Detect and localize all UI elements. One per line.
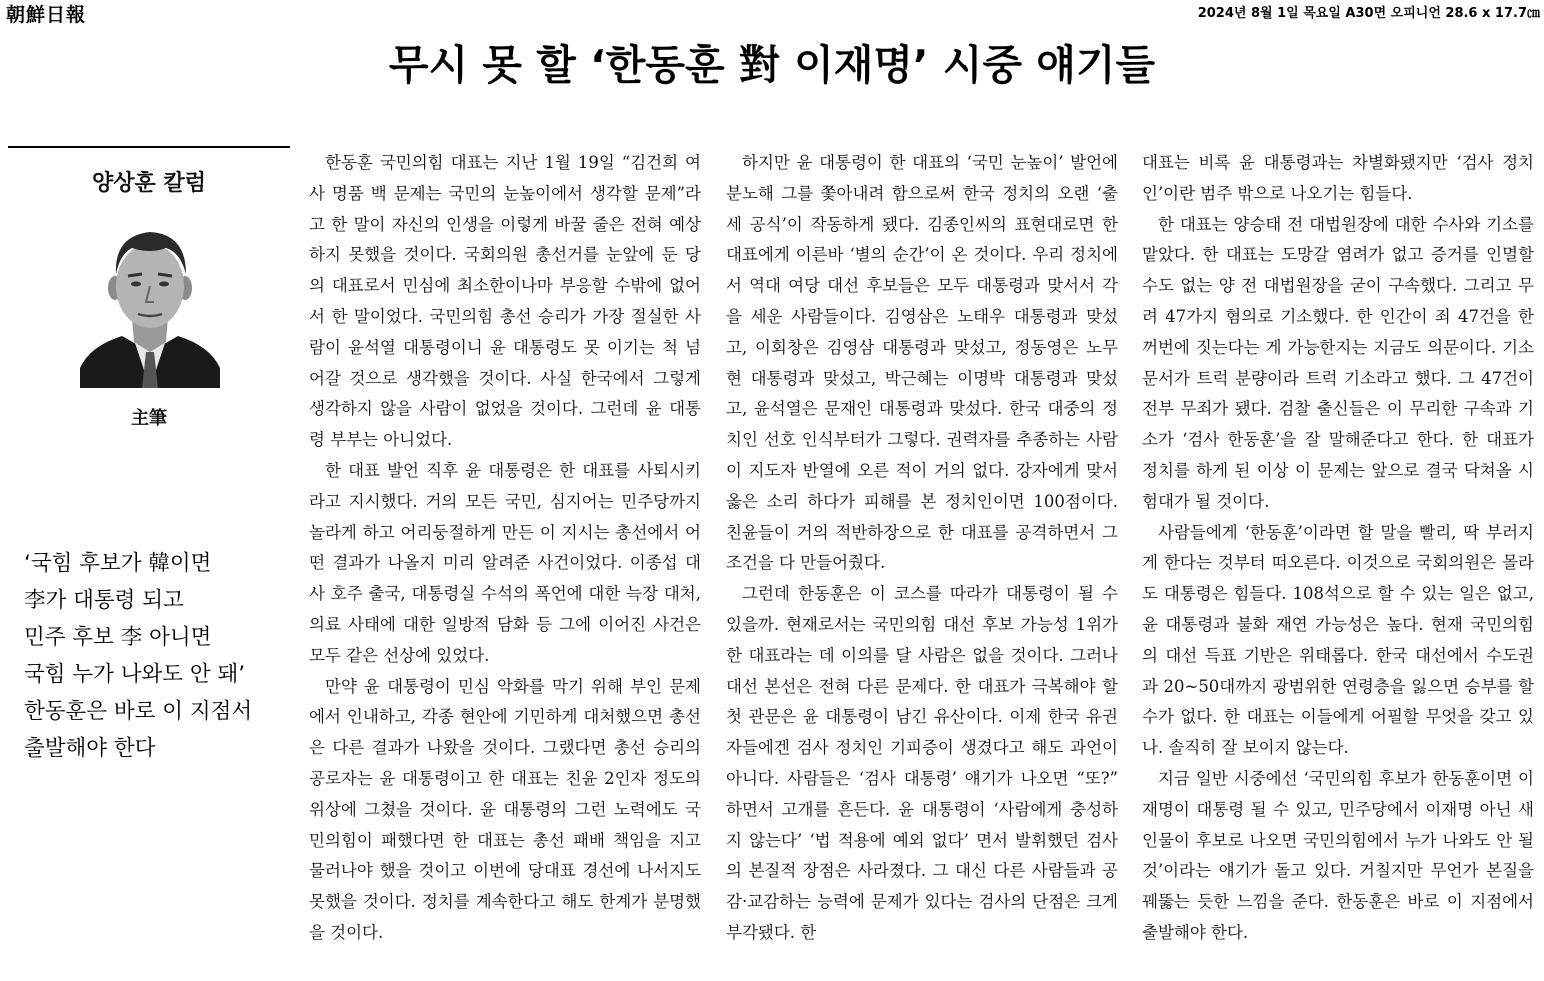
pull-quote-line: 국힘 누가 나와도 안 돼’: [24, 662, 246, 687]
paragraph: 대표는 비록 윤 대통령과는 차별화됐지만 ‘검사 정치인’이란 범주 밖으로 나오기는 힘들다.: [1142, 153, 1534, 203]
article-column-2: [726, 148, 1118, 949]
column-sidebar: [8, 146, 290, 429]
pull-quote-line: 李가 대통령 되고: [24, 588, 184, 613]
headline: 무시 못 할 ‘한동훈 對 이재명’ 시중 얘기들: [388, 41, 1156, 89]
paragraph: 그런데 한동훈은 이 코스를 따라가 대통령이 될 수 있을까. 현재로서는 국민의힘 대선 후보 가능성 1위가 한 대표라는 데 이의를 달 사람은 없을 것이다. 그러나 대선 본선은 전혀 다른 문제다. 한 대표가 극복해야 할 첫 관문은 윤 대통령이 남긴 유산이다. 이제 한국 유권자들에겐 검사 정치인 기피증이 생겼다고 해도 과언이 아니다. 사람들은 ‘검사 대통령’ 얘기가 나오면 “또?” 하면서 고개를 흔든다. 윤 대통령이 ‘사람에게 충성하지 않는다’ ‘법 적용에 예외 없다’ 면서 발휘했던 검사의 본질적 장점은 사라졌다. 그 대신 다른 사람들과 공감·교감하는 능력에 문제가 있다는 검사의 단점은 크게 부각됐다. 한: [726, 584, 1118, 942]
author-portrait: [80, 218, 220, 388]
paragraph: 사람들에게 ‘한동훈’이라면 할 말을 빨리, 딱 부러지게 한다는 것부터 떠오른다. 이것으로 국회의원은 몰라도 대통령은 힘들다. 108석으로 할 수 있는 일은 없고, 윤 대통령과 불화 재연 가능성은 높다. 현재 국민의힘의 대선 득표 기반은 위태롭다. 한국 대선에서 수도권과 20~50대까지 광범위한 연령층을 잃으면 승부를 할 수가 없다. 한 대표는 이들에게 어필할 무엇을 갖고 있나. 솔직히 잘 보이지 않는다.: [1142, 522, 1534, 758]
pull-quote-line: 출발해야 한다: [24, 736, 156, 761]
newspaper-logo: 朝鮮日報: [6, 4, 87, 26]
column-title: 양상훈 칼럼: [92, 171, 206, 196]
paragraph: 지금 일반 시중에선 ‘국민의힘 후보가 한동훈이면 이재명이 대통령 될 수 있고, 민주당에서 이재명 아닌 새 인물이 후보로 나오면 국민의힘에서 누가 나와도 안 될 것’이라는 얘기가 돌고 있다. 거칠지만 무언가 본질을 꿰뚫는 듯한 느낌을 준다. 한동훈은 바로 이 지점에서 출발해야 한다.: [1142, 768, 1534, 942]
paragraph: 한 대표는 양승태 전 대법원장에 대한 수사와 기소를 맡았다. 한 대표는 도망갈 염려가 없고 증거를 인멸할 수도 없는 양 전 대법원장을 굳이 구속했다. 그리고 무려 47가지 혐의로 기소했다. 한 인간이 죄 47건을 한꺼번에 짓는다는 게 가능한지는 지금도 의문이다. 기소 문서가 트럭 분량이라 트럭 기소라고 했다. 그 47건이 전부 무죄가 됐다. 검찰 출신들은 이 무리한 구속과 기소가 ‘검사 한동훈’을 잘 말해준다고 한다. 한 대표가 정치를 하게 된 이상 이 문제는 앞으로 결국 닥쳐올 시험대가 될 것이다.: [1142, 214, 1534, 511]
pull-quote: [24, 545, 286, 767]
paragraph: 한 대표 발언 직후 윤 대통령은 한 대표를 사퇴시키라고 지시했다. 거의 모든 국민, 심지어는 민주당까지 놀라게 하고 어리둥절하게 만든 이 지시는 총선에서 어떤 결과가 나올지 미리 알려준 사건이었다. 이종섭 대사 호주 출국, 대통령실 수석의 폭언에 대한 늑장 대처, 의료 사태에 대한 일방적 담화 등 그에 이어진 사건은 모두 같은 선상에 있었다.: [309, 460, 701, 665]
author-role: 主筆: [131, 408, 167, 429]
paragraph: 만약 윤 대통령이 민심 악화를 막기 위해 부인 문제에서 인내하고, 각종 현안에 기민하게 대처했으면 총선은 다른 결과가 나왔을 것이다. 그랬다면 총선 승리의 공로자는 윤 대통령이고 한 대표는 친윤 2인자 정도의 위상에 그쳤을 것이다. 윤 대통령의 그런 노력에도 국민의힘이 패했다면 한 대표는 총선 패배 책임을 지고 물러나야 했을 것이고 이번에 당대표 경선에 나서지도 못했을 것이다. 정치를 계속한다고 해도 한계가 분명했을 것이다.: [309, 676, 701, 942]
paragraph: 한동훈 국민의힘 대표는 지난 1월 19일 “김건희 여사 명품 백 문제는 국민의 눈높이에서 생각할 문제”라고 한 말이 자신의 인생을 이렇게 바꿀 줄은 전혀 예상하지 못했을 것이다. 국회의원 총선거를 눈앞에 둔 당의 대표로서 민심에 최소한이나마 부응할 수밖에 없어서 한 말이었다. 국민의힘 총선 승리가 가장 절실한 사람이 윤석열 대통령이니 윤 대통령도 못 이기는 척 넘어갈 것으로 생각했을 것이다. 사실 한국에서 그렇게 생각하지 않을 사람이 없었을 것이다. 그런데 윤 대통령 부부는 아니었다.: [309, 153, 701, 450]
pull-quote-line: ‘국힘 후보가 韓이면: [24, 551, 212, 576]
paragraph: 하지만 윤 대통령이 한 대표의 ‘국민 눈높이’ 발언에 분노해 그를 쫓아내려 함으로써 한국 정치의 오랜 ‘출세 공식’이 작동하게 됐다. 김종인씨의 표현대로면 한 대표에게 이른바 ‘별의 순간’이 온 것이다. 우리 정치에서 역대 여당 대선 후보들은 모두 대통령과 맞서서 각을 세운 사람들이다. 김영삼은 노태우 대통령과 맞섰고, 이회창은 김영삼 대통령과 맞섰고, 정동영은 노무현 대통령과 맞섰고, 박근혜는 이명박 대통령과 맞섰고, 윤석열은 문재인 대통령과 맞섰다. 한국 대중의 정치인 선호 인식부터가 그렇다. 권력자를 추종하는 사람이 지도자 반열에 오른 적이 거의 없다. 강자에게 맞서 옳은 소리 하다가 피해를 본 정치인이면 100점이다. 친윤들이 거의 적반하장으로 한 대표를 공격하면서 그 조건을 다 만들어줬다.: [726, 153, 1118, 573]
pull-quote-line: 한동훈은 바로 이 지점서: [24, 699, 253, 724]
article-column-3: [1142, 148, 1534, 949]
sidebar-rule: [8, 146, 290, 148]
article-column-1: [309, 148, 701, 949]
pull-quote-line: 민주 후보 李 아니면: [24, 625, 212, 650]
dateline: 2024년 8월 1일 목요일 A30면 오피니언 28.6 x 17.7㎝: [1197, 6, 1540, 21]
